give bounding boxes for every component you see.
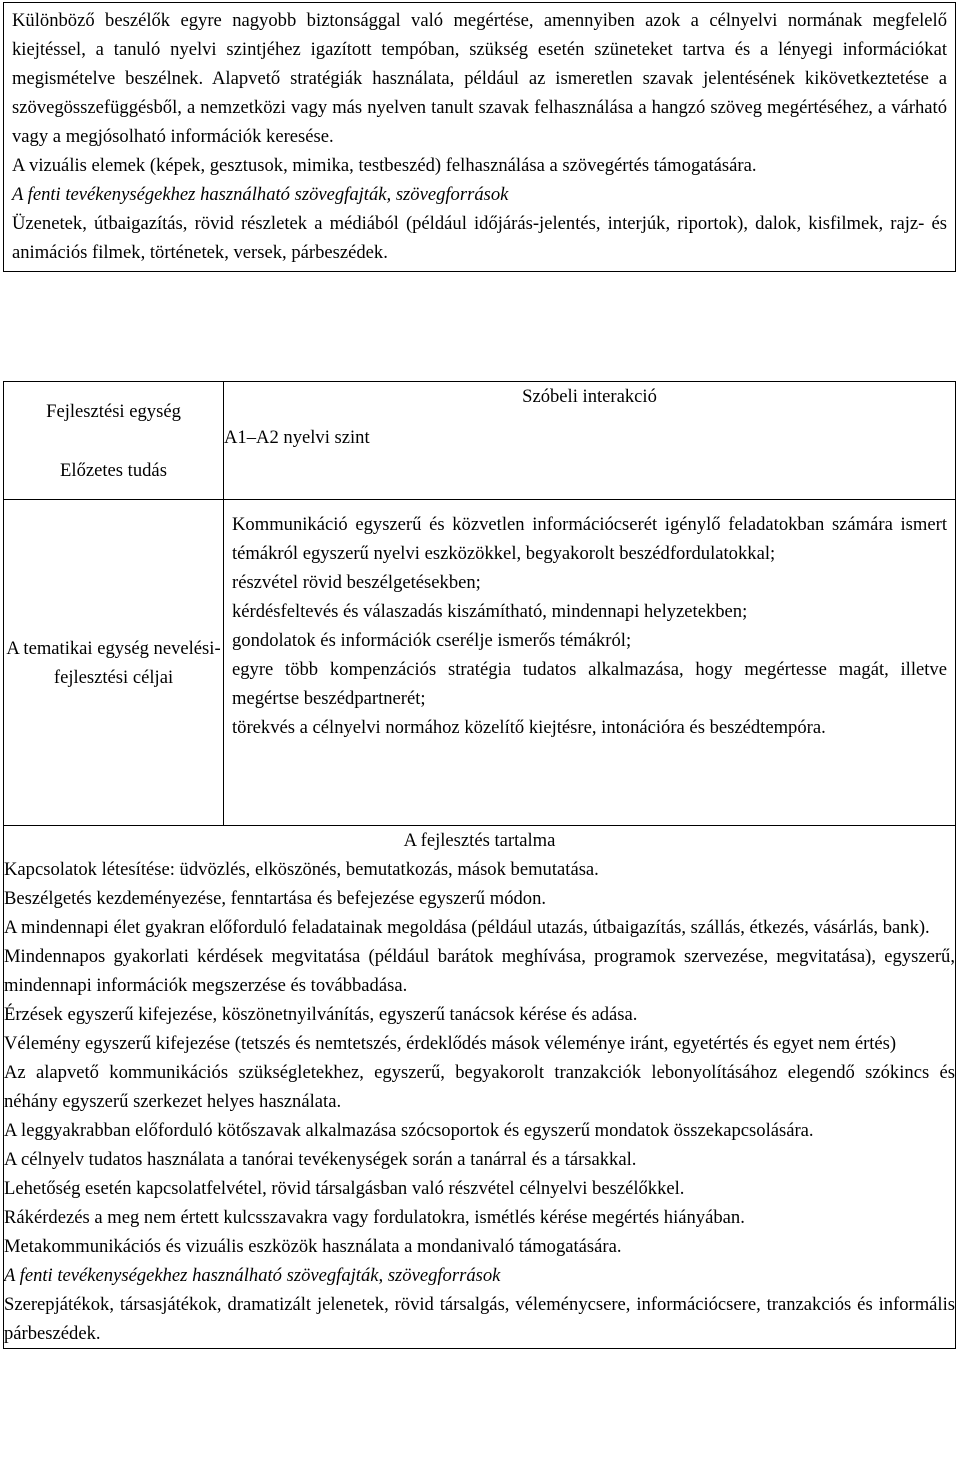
unit-label: Fejlesztési egység — [46, 401, 181, 422]
prior-knowledge-value: A1–A2 nyelvi szint — [224, 427, 370, 448]
content-item: A mindennapi élet gyakran előforduló feladatainak megoldása (például utazás, útbaigazítás, szállás, étkezés, vásárlás, bank). — [4, 917, 930, 938]
goals-label-cell — [4, 500, 224, 826]
prior-knowledge-label: Előzetes tudás — [60, 460, 167, 481]
goals-label: A tematikai egység nevelési-fejlesztési céljai — [6, 637, 221, 688]
header-value-cell — [224, 382, 956, 500]
goal-item: törekvés a célnyelvi normához közelítő kiejtésre, intonációra és beszédtempóra. — [232, 717, 826, 738]
goal-item: részvétel rövid beszélgetésekben; — [232, 572, 481, 593]
goals-value-cell — [224, 500, 956, 826]
goal-item: Kommunikáció egyszerű és közvetlen információcserét igénylő feladatokban számára ismert témákról egyszerű nyelvi eszközökkel, begyakorolt beszédfordulatokkal; — [232, 514, 947, 564]
content-item: A leggyakrabban előforduló kötőszavak alkalmazása szócsoportok és egyszerű mondatok összekapcsolására. — [4, 1120, 814, 1141]
content-item: Érzések egyszerű kifejezése, köszönetnyilvánítás, egyszerű tanácsok kérése és adása. — [4, 1004, 638, 1025]
curriculum-table — [3, 381, 956, 1349]
intro-text-types-heading: A fenti tevékenységekhez használható szövegfajták, szövegforrások — [12, 184, 509, 205]
content-item: Rákérdezés a meg nem értett kulcsszavakra vagy fordulatokra, ismétlés kérése megértés hiányában. — [4, 1207, 745, 1228]
listening-section-box — [3, 2, 956, 272]
header-label-cell — [4, 382, 224, 500]
content-cell — [4, 826, 956, 1349]
header-row — [4, 382, 956, 500]
intro-paragraph-2: A vizuális elemek (képek, gesztusok, mimika, testbeszéd) felhasználása a szövegértés támogatására. — [12, 155, 757, 176]
text-types-heading: A fenti tevékenységekhez használható szövegfajták, szövegforrások — [4, 1265, 501, 1286]
goal-item: kérdésfeltevés és válaszadás kiszámítható, mindennapi helyzetekben; — [232, 601, 748, 622]
content-item: Beszélgetés kezdeményezése, fenntartása és befejezése egyszerű módon. — [4, 888, 547, 909]
content-item: A célnyelv tudatos használata a tanórai tevékenységek során a tanárral és a társakkal. — [4, 1149, 637, 1170]
intro-text-types: Üzenetek, útbaigazítás, rövid részletek a médiából (például időjárás-jelentés, interjúk, riportok), dalok, kisfilmek, rajz- és animációs filmek, történetek, versek, párbeszédek. — [12, 213, 947, 263]
unit-title: Szóbeli interakció — [522, 386, 657, 407]
content-item: Mindennapos gyakorlati kérdések megvitatása (például barátok meghívása, programok szervezése, megvitatása), egyszerű, mindennapi információk megszerzése és továbbadása. — [4, 946, 955, 996]
content-item: Lehetőség esetén kapcsolatfelvétel, rövid társalgásban való részvétel célnyelvi beszélőkkel. — [4, 1178, 685, 1199]
content-item: Kapcsolatok létesítése: üdvözlés, elköszönés, bemutatkozás, mások bemutatása. — [4, 859, 599, 880]
content-item: Metakommunikációs és vizuális eszközök használata a mondanivaló támogatására. — [4, 1236, 622, 1257]
content-item: Vélemény egyszerű kifejezése (tetszés és nemtetszés, érdeklődés mások véleménye iránt, egyetértés és egyet nem értés) — [4, 1033, 897, 1054]
goal-item: gondolatok és információk cserélje ismerős témákról; — [232, 630, 632, 651]
content-title: A fejlesztés tartalma — [403, 830, 556, 851]
goals-row — [4, 500, 956, 826]
intro-paragraph-1: Különböző beszélők egyre nagyobb biztonsággal való megértése, amennyiben azok a célnyelvi normának megfelelő kiejtéssel, a tanuló nyelvi szintjéhez igazított tempóban, szükség esetén szüneteket tartva és a lényegi információkat megismételve beszélnek. Alapvető stratégiák használata, például az ismeretlen szavak jelentésének kikövetkeztetése a szövegösszefüggésből, a nemzetközi vagy más nyelven tanult szavak felhasználása a hangzó szöveg megértéséhez, a várható vagy a megjósolható információk keresése. — [12, 10, 947, 147]
content-item: Az alapvető kommunikációs szükségletekhez, egyszerű, begyakorolt tranzakciók lebonyolításához elegendő szókincs és néhány egyszerű szerkezet helyes használata. — [4, 1062, 955, 1112]
goal-item: egyre több kompenzációs stratégia tudatos alkalmazása, hogy megértesse magát, illetve megértse beszédpartnerét; — [232, 659, 947, 709]
text-types: Szerepjátékok, társasjátékok, dramatizált jelenetek, rövid társalgás, véleménycsere, információcsere, tranzakciós és informális párbeszédek. — [4, 1294, 955, 1344]
content-row — [4, 826, 956, 1349]
